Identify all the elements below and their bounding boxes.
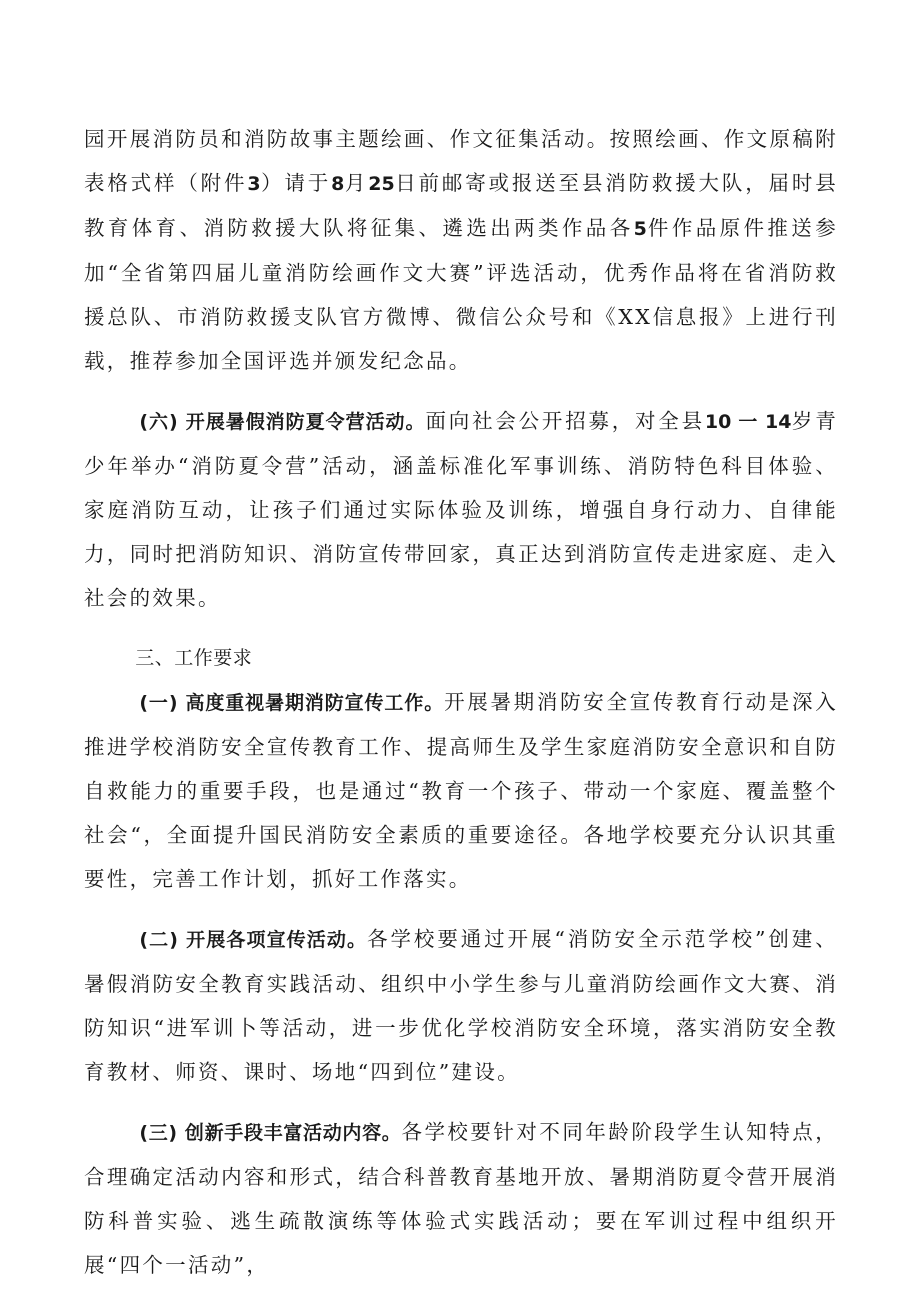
paragraph-heading: (一) 高度重视暑期消防宣传工作。: [139, 692, 445, 714]
number-run: 25: [368, 173, 395, 195]
paragraph-heading: (二) 开展各项宣传活动。: [139, 929, 368, 951]
text-run: 园开展消防员和消防故事主题绘画、作文征集活动。按照绘画、作文原稿附表格式样（附件: [84, 127, 838, 195]
number-run: 8: [331, 173, 345, 195]
number-run: 3: [247, 173, 261, 195]
text-run: 各学校要针对不同年龄阶段学生认知特点，合理确定活动内容和形式，结合科普教育基地开放、暑期消防夏令营开展消防科普实验、逃生疏散演练等体验式实践活动；要在军训过程中组织开展“四个一活动”，: [84, 1120, 839, 1277]
text-run: 日前邮寄或报送至县消防救援大队，届时县教育体育、消防救援大队将征集、遴选出两类作品各: [84, 171, 838, 240]
text-run: 面向社会公开招募，对全县: [425, 409, 705, 433]
paragraph-art-contest: [84, 117, 838, 383]
paragraph-importance: [84, 680, 838, 901]
text-run: 各学校要通过开展“消防安全示范学校”创建、暑假消防安全教育实践活动、组织中小学生参与儿童消防绘画作文大赛、消防知识“进军训卜等活动，进一步优化学校消防安全环境，落实消防安全教育教材、师资、课时、场地“四到位”建设。: [84, 927, 838, 1084]
paragraph-activities: [84, 917, 838, 1094]
section-heading-work-requirements: 三、工作要求: [135, 647, 253, 669]
paragraph-summer-camp: [84, 399, 838, 620]
text-run: 件作品原件推送参加“全省第四届儿童消防绘画作文大赛”评选活动，优秀作品将在省消防救援总队、市消防救援支队官方微博、微信公众号和《XX信息报》上进行刊载，推荐参加全国评选并颁发纪念品。: [84, 216, 838, 373]
text-run: 开展暑期消防安全宣传教育行动是深入推进学校消防安全宣传教育工作、提高师生及学生家庭消防安全意识和自防自救能力的重要手段，也是通过“教育一个孩子、带动一个家庭、覆盖整个社会“，全面提升国民消防安全素质的重要途径。各地学校要充分认识其重要性，完善工作计划，抓好工作落实。: [84, 690, 838, 891]
paragraph-innovation: [84, 1110, 838, 1287]
number-run: 10 一 14: [704, 411, 792, 433]
number-run: 5: [633, 218, 647, 240]
text-run: 月: [344, 171, 369, 195]
text-run: 岁青少年举办“消防夏令营”活动，涵盖标准化军事训练、消防特色科目体验、家庭消防互动，让孩子们通过实际体验及训练，增强自身行动力、自律能力，同时把消防知识、消防宣传带回家，真正达到消防宣传走进家庭、走入社会的效果。: [84, 409, 838, 610]
text-run: ）请于: [260, 171, 332, 195]
paragraph-heading: (六) 开展暑假消防夏令营活动。: [139, 411, 426, 433]
paragraph-heading: (三) 创新手段丰富活动内容。: [139, 1122, 402, 1144]
